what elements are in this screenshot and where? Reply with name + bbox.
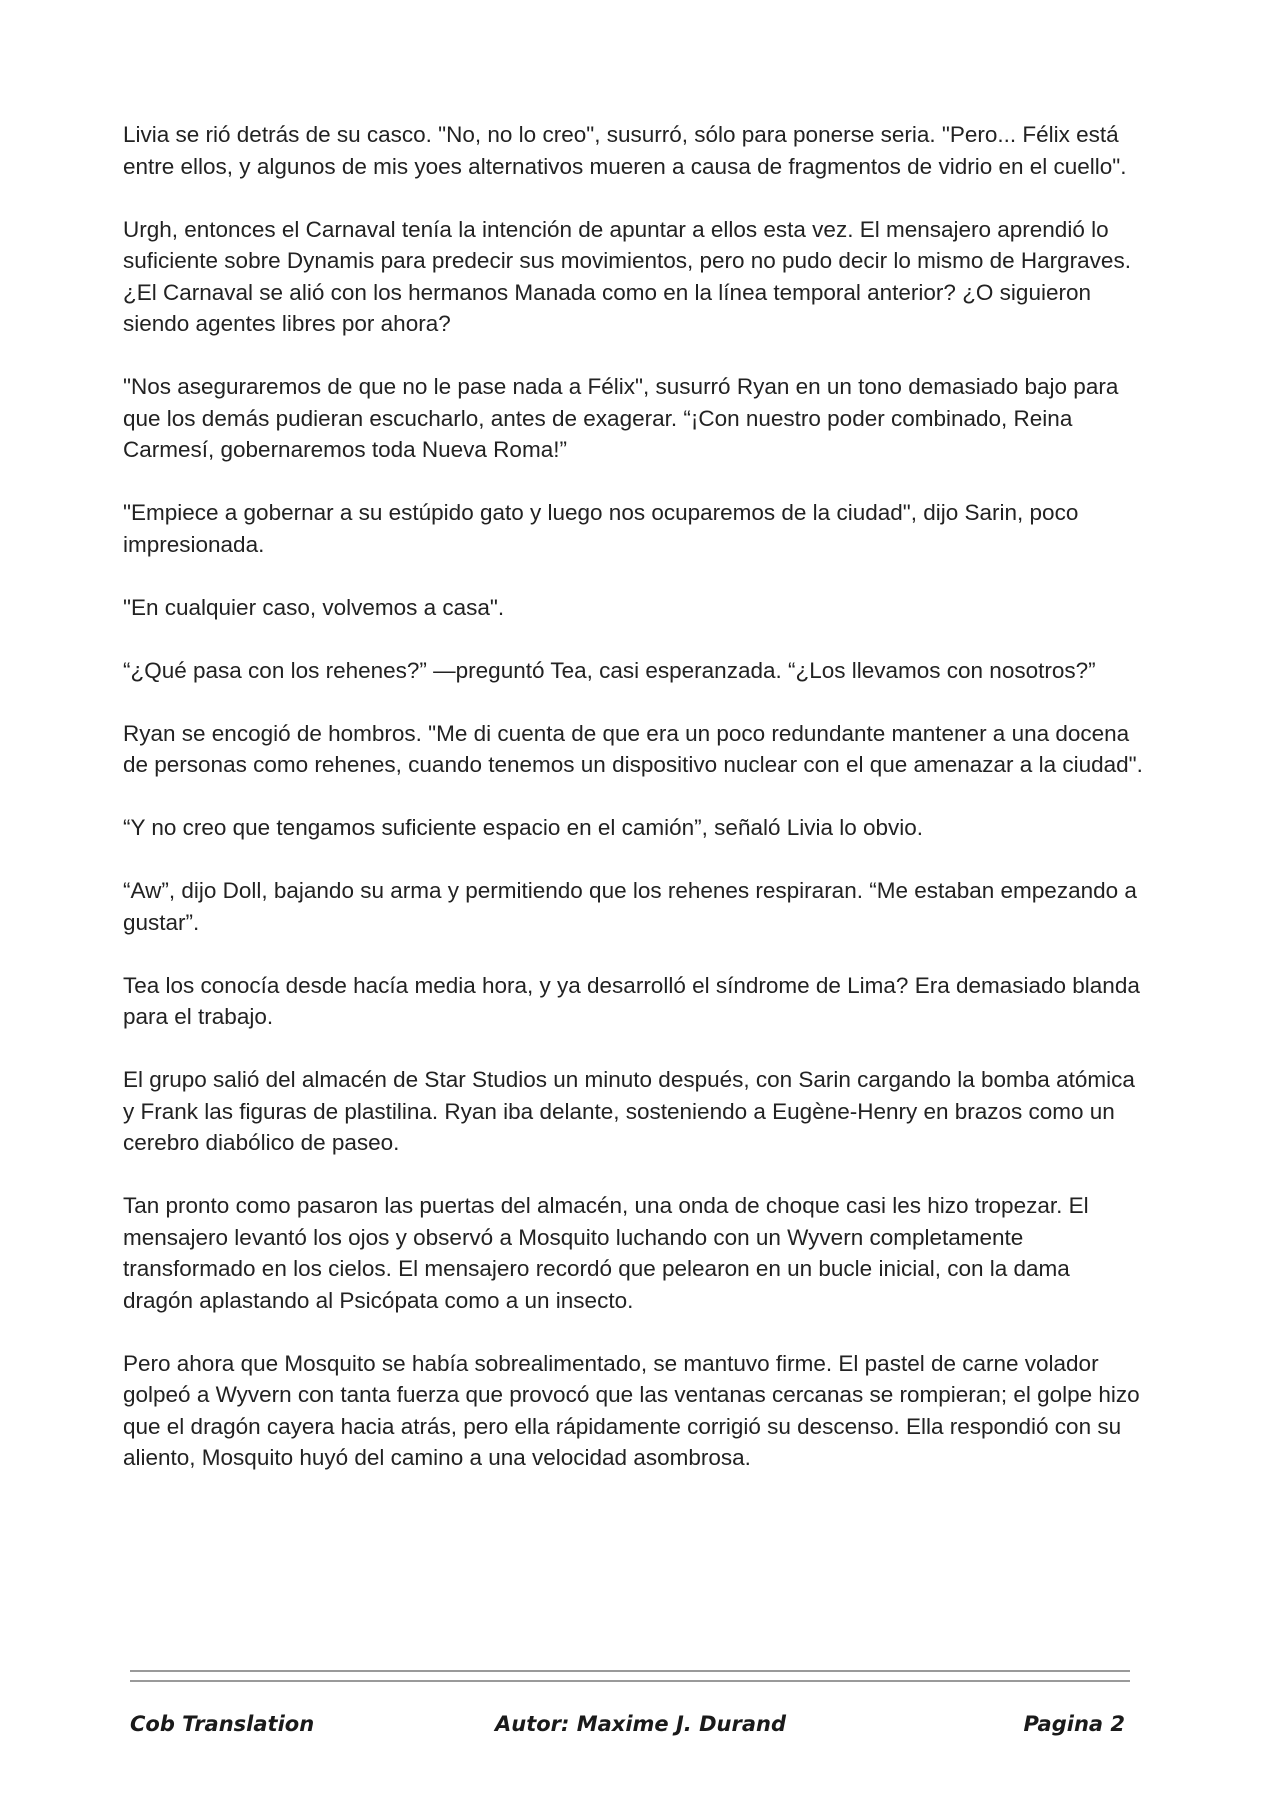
- footer-divider-bottom: [130, 1680, 1130, 1682]
- footer-divider-top: [130, 1670, 1130, 1672]
- paragraph: Ryan se encogió de hombros. "Me di cuenta de que era un poco redundante mantener a una docena de personas como rehenes, cuando tenemos un dispositivo nuclear con el que amenazar a la ciudad".: [123, 720, 1143, 777]
- paragraph: Pero ahora que Mosquito se había sobrealimentado, se mantuvo firme. El pastel de carne volador golpeó a Wyvern con tanta fuerza que provocó que las ventanas cercanas se rompieran; el golpe hizo que el dragón cayera hacia atrás, pero ella rápidamente corrigió su descenso. Ella respondió con su aliento, Mosquito huyó del camino a una velocidad asombrosa.: [123, 1350, 1140, 1470]
- footer-publisher: Cob Translation: [130, 1712, 315, 1736]
- page-footer: [130, 1712, 1125, 1748]
- paragraph: “Aw”, dijo Doll, bajando su arma y permitiendo que los rehenes respiraran. “Me estaban empezando a gustar”.: [123, 878, 1137, 935]
- document-body: [123, 119, 1143, 1505]
- paragraph: "Empiece a gobernar a su estúpido gato y luego nos ocuparemos de la ciudad", dijo Sarin, poco impresionada.: [123, 500, 1079, 557]
- paragraph: Urgh, entonces el Carnaval tenía la intención de apuntar a ellos esta vez. El mensajero aprendió lo suficiente sobre Dynamis para predecir sus movimientos, pero no pudo decir lo mismo de Hargraves. ¿El Carnaval se alió con los hermanos Manada como en la línea temporal anterior? ¿O siguieron siendo agentes libres por ahora?: [123, 216, 1131, 336]
- footer-page-number: Pagina 2: [1023, 1712, 1125, 1736]
- paragraph: El grupo salió del almacén de Star Studios un minuto después, con Sarin cargando la bomba atómica y Frank las figuras de plastilina. Ryan iba delante, sosteniendo a Eugène-Henry en brazos como un cerebro diabólico de paseo.: [123, 1067, 1135, 1155]
- footer-author: Autor: Maxime J. Durand: [495, 1712, 786, 1736]
- paragraph: Tan pronto como pasaron las puertas del almacén, una onda de choque casi les hizo tropezar. El mensajero levantó los ojos y observó a Mosquito luchando con un Wyvern completamente transformado en los cielos. El mensajero recordó que pelearon en un bucle inicial, con la dama dragón aplastando al Psicópata como a un insecto.: [123, 1193, 1089, 1313]
- paragraph: "En cualquier caso, volvemos a casa".: [123, 594, 505, 620]
- paragraph: “¿Qué pasa con los rehenes?” —preguntó Tea, casi esperanzada. “¿Los llevamos con nosotros?”: [123, 657, 1096, 683]
- paragraph: "Nos aseguraremos de que no le pase nada a Félix", susurró Ryan en un tono demasiado bajo para que los demás pudieran escucharlo, antes de exagerar. “¡Con nuestro poder combinado, Reina Carmesí, gobernaremos toda Nueva Roma!”: [123, 374, 1119, 462]
- paragraph: “Y no creo que tengamos suficiente espacio en el camión”, señaló Livia lo obvio.: [123, 815, 924, 840]
- paragraph: Tea los conocía desde hacía media hora, y ya desarrolló el síndrome de Lima? Era demasiado blanda para el trabajo.: [123, 972, 1140, 1029]
- paragraph: Livia se rió detrás de su casco. "No, no lo creo", susurró, sólo para ponerse seria. "Pero... Félix está entre ellos, y algunos de mis yoes alternativos mueren a causa de fragmentos de vidrio en el cuello".: [123, 122, 1127, 179]
